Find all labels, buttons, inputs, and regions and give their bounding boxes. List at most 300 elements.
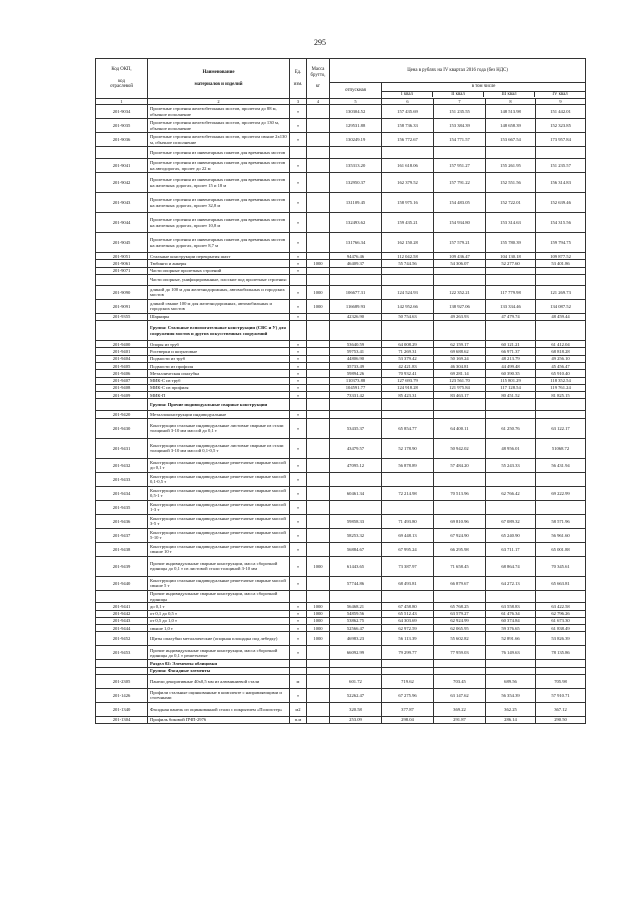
row-price-total: 104591.77: [330, 384, 382, 391]
row-price-total: [330, 411, 382, 418]
row-price-q3: 60 390.35: [486, 370, 536, 377]
row-price-q4: 49 256.10: [536, 355, 586, 362]
row-price-total: 116689.93: [330, 299, 382, 313]
row-price-total: 54859.56: [330, 610, 382, 617]
row-price-q1: 298.04: [382, 716, 434, 723]
row-price-q4: [536, 500, 586, 514]
row-price-total: 44806.90: [330, 355, 382, 362]
row-price-q3: [486, 274, 536, 285]
row-name: Профиль боковой ПЧП-2976: [148, 716, 290, 723]
row-price-total: 132493.62: [330, 213, 382, 233]
row-name: Конструкции стальные индивидуальные решетчатые сварные массой 5-10 т: [148, 528, 290, 542]
row-unit: т: [290, 500, 307, 514]
row-unit: т: [290, 173, 307, 193]
table-row: [96, 348, 586, 355]
row-unit: м: [290, 674, 307, 688]
row-price-q1: [382, 147, 434, 159]
row-mass: [307, 590, 330, 603]
row-price-q1: 162 150.28: [382, 233, 434, 253]
table-row: [96, 260, 586, 267]
row-price-q4: 159 794.75: [536, 233, 586, 253]
row-price-q4: [536, 472, 586, 486]
row-price-q3: 152 722.01: [486, 193, 536, 213]
row-price-q2: 69 688.62: [434, 348, 486, 355]
row-unit: т: [290, 341, 307, 348]
page-number: 295: [314, 38, 326, 47]
row-unit: п.м: [290, 716, 307, 723]
row-price-total: 131766.34: [330, 233, 382, 253]
table-row: [96, 274, 586, 285]
col-q2: II квал: [433, 92, 484, 98]
row-price-total: 56468.21: [330, 603, 382, 610]
row-mass: [307, 514, 330, 528]
row-price-q3: [486, 321, 536, 341]
row-code: 201-9453: [96, 646, 148, 660]
row-price-q4: 53 401.86: [536, 260, 586, 267]
row-code: [96, 667, 148, 674]
row-price-q1: 69 448.13: [382, 528, 434, 542]
row-name: Тюбинги и анкеры: [148, 260, 290, 267]
table-row: [96, 313, 586, 320]
header-row: [96, 59, 586, 83]
row-name: Части опорные, унифицированные, плоские под пролетные строения:: [148, 274, 290, 285]
row-name: Конструкции стальные индивидуальные решетчатые сварные массой 3-5 т: [148, 514, 290, 528]
row-price-q2: 55 602.82: [434, 632, 486, 646]
row-code: [96, 660, 148, 667]
row-price-q3: 286.14: [486, 716, 536, 723]
row-mass: 1000: [307, 285, 330, 299]
row-mass: [307, 193, 330, 213]
row-code: 201-9431: [96, 438, 148, 458]
row-price-q1: 124 918.28: [382, 384, 434, 391]
row-price-q4: 57 910.71: [536, 688, 586, 702]
row-code: [96, 590, 148, 603]
table-row: [96, 702, 586, 716]
row-price-total: [330, 667, 382, 674]
row-unit: т: [290, 260, 307, 267]
row-price-total: 73331.42: [330, 392, 382, 399]
row-price-q3: [486, 500, 536, 514]
table-row: [96, 500, 586, 514]
row-code: 201-9436: [96, 514, 148, 528]
row-price-total: [330, 321, 382, 341]
row-price-q4: 121 269.73: [536, 285, 586, 299]
row-unit: т: [290, 355, 307, 362]
table-row: [96, 486, 586, 500]
row-price-q3: [486, 667, 536, 674]
row-price-q3: 117 779.98: [486, 285, 536, 299]
row-price-q2: 64 400.11: [434, 418, 486, 438]
row-price-q1: 71 269.31: [382, 348, 434, 355]
table-row: [96, 355, 586, 362]
name-header: Наименование материалов и изделий: [148, 59, 290, 99]
row-price-q4: 62 796.26: [536, 610, 586, 617]
row-unit: [290, 590, 307, 603]
row-name: Опоры из труб: [148, 341, 290, 348]
row-price-q2: 66 879.67: [434, 576, 486, 590]
row-name: Подмости из профиля: [148, 363, 290, 370]
table-row: [96, 173, 586, 193]
row-name: Раздел 02: Элементы облицовки: [148, 660, 290, 667]
row-price-q3: 153 667.54: [486, 133, 536, 147]
row-price-q1: 64 303.69: [382, 617, 434, 624]
row-price-q2: 63 147.62: [434, 688, 486, 702]
row-price-q3: 67 089.32: [486, 514, 536, 528]
row-price-q2: 46 304.81: [434, 363, 486, 370]
row-mass: [307, 667, 330, 674]
row-mass: [307, 274, 330, 285]
row-price-q2: 151 235.55: [434, 105, 486, 119]
row-price-total: 56884.67: [330, 542, 382, 556]
row-mass: [307, 159, 330, 173]
row-price-q3: 63 558.83: [486, 603, 536, 610]
table-row: [96, 632, 586, 646]
row-mass: [307, 528, 330, 542]
row-code: 201-2305: [96, 674, 148, 688]
row-code: 201-9042: [96, 173, 148, 193]
row-name: МИК-С из профиля: [148, 384, 290, 391]
row-name: Группа: Фасадные элементы: [148, 667, 290, 674]
row-name: от 0,1 до 0,5 т: [148, 610, 290, 617]
row-unit: т: [290, 617, 307, 624]
row-mass: [307, 133, 330, 147]
row-price-q1: [382, 274, 434, 285]
row-unit: т: [290, 472, 307, 486]
table-row: [96, 528, 586, 542]
row-unit: т: [290, 603, 307, 610]
row-name: Конструкции стальные индивидуальные решетчатые сварные массой свыше 5 т: [148, 576, 290, 590]
row-name: Пролетные строения железобетонных мостов, пролетом свыше 2х130 м, обычное исполнение: [148, 133, 290, 147]
row-price-q4: 61 412.04: [536, 341, 586, 348]
row-price-q3: 48 956.01: [486, 438, 536, 458]
row-name: Пролетные строения из инвентарных пакетов для временных мостов на железных дорогах, пролет 32,8 м: [148, 193, 290, 213]
row-price-total: [330, 660, 382, 667]
row-price-total: 131109.45: [330, 193, 382, 213]
row-price-total: 601.72: [330, 674, 382, 688]
row-price-q4: 152 323.85: [536, 119, 586, 133]
row-price-q4: [536, 660, 586, 667]
row-price-q2: 154 771.57: [434, 133, 486, 147]
row-unit: т: [290, 119, 307, 133]
row-code: 201-9439: [96, 556, 148, 576]
price-table: [95, 58, 586, 724]
row-price-total: 52262.47: [330, 688, 382, 702]
mass-header: Масса брутто, кг: [307, 59, 330, 99]
row-price-q2: 154 934.80: [434, 213, 486, 233]
row-unit: т: [290, 253, 307, 260]
row-code: 201-9432: [96, 458, 148, 472]
row-name: Пролетные строения из инвентарных пакетов для временных мостов: [148, 147, 290, 159]
row-price-q3: 80 451.52: [486, 392, 536, 399]
row-mass: [307, 702, 330, 716]
row-price-q1: 67 995.24: [382, 542, 434, 556]
row-price-total: 60461.34: [330, 486, 382, 500]
row-price-total: 94476.46: [330, 253, 382, 260]
row-unit: т: [290, 384, 307, 391]
row-price-q4: 109 877.52: [536, 253, 586, 260]
table-row: [96, 590, 586, 603]
table-row: [96, 542, 586, 556]
row-price-q1: 127 693.79: [382, 377, 434, 384]
row-price-q1: 42 421.83: [382, 363, 434, 370]
row-price-total: 58253.32: [330, 528, 382, 542]
row-price-q1: 142 952.66: [382, 299, 434, 313]
row-name: Пролетные строения из инвентарных пакетов для временных мостов на железных дорогах, пролет 15 и 18 м: [148, 173, 290, 193]
table-row: [96, 514, 586, 528]
row-mass: [307, 119, 330, 133]
table-row: [96, 363, 586, 370]
row-unit: т: [290, 370, 307, 377]
row-unit: т: [290, 528, 307, 542]
row-price-q4: 154 315.56: [536, 213, 586, 233]
row-mass: [307, 472, 330, 486]
row-price-total: 135313.20: [330, 159, 382, 173]
row-price-q3: 60 374.84: [486, 617, 536, 624]
table-row: [96, 667, 586, 674]
row-price-q2: 157 579.21: [434, 233, 486, 253]
row-name: Металлоконструкции индивидуальные: [148, 411, 290, 418]
table-body: [96, 105, 586, 724]
row-price-q3: 61 476.34: [486, 610, 536, 617]
row-code: 201-9036: [96, 133, 148, 147]
row-price-q1: 159 435.21: [382, 213, 434, 233]
row-price-q4: 65 910.40: [536, 370, 586, 377]
row-name: Панели декоративные 40х0,5 мм из алюминиевой стали: [148, 674, 290, 688]
row-price-q2: 62 065.95: [434, 625, 486, 632]
row-unit: т: [290, 233, 307, 253]
row-name: до 0,1 т: [148, 603, 290, 610]
table-row: [96, 299, 586, 313]
table-row: [96, 438, 586, 458]
row-price-q1: 65 854.77: [382, 418, 434, 438]
row-name: Конструкции стальные индивидуальные листовые сварные из стали толщиной 3-10 мм массой 0,1-0,5 т: [148, 438, 290, 458]
row-mass: 1000: [307, 632, 330, 646]
row-price-q1: 50 754.63: [382, 313, 434, 320]
row-price-q2: 77 959.03: [434, 646, 486, 660]
row-mass: [307, 576, 330, 590]
row-price-q4: 68 818.28: [536, 348, 586, 355]
row-price-total: 129531.88: [330, 119, 382, 133]
row-code: 201-9443: [96, 617, 148, 624]
row-mass: [307, 321, 330, 341]
row-code: 201-9034: [96, 105, 148, 119]
row-unit: т: [290, 159, 307, 173]
row-price-q4: 69 222.99: [536, 486, 586, 500]
row-price-q1: 52 178.90: [382, 438, 434, 458]
table-row: [96, 147, 586, 159]
row-name: Прочие индивидуальные сварные конструкции, масса сборочной единицы: [148, 590, 290, 603]
row-unit: т: [290, 438, 307, 458]
row-price-q1: 56 878.89: [382, 458, 434, 472]
col-total: отпускная: [330, 83, 382, 99]
row-price-q1: [382, 660, 434, 667]
row-code: 201-9438: [96, 542, 148, 556]
row-price-q1: 112 042.58: [382, 253, 434, 260]
row-price-q2: 291.87: [434, 716, 486, 723]
row-unit: т: [290, 363, 307, 370]
row-name: длиной до 100 м для железнодорожных, автомобильных и городских мостов: [148, 285, 290, 299]
row-price-q2: 122 352.21: [434, 285, 486, 299]
row-name: Конструкции стальные индивидуальные листовые сварные из стали толщиной 3-10 мм массой до 0,1 т: [148, 418, 290, 438]
row-name: Конструкции стальные индивидуальные решетчатые сварные массой свыше 10 т: [148, 542, 290, 556]
row-unit: т: [290, 688, 307, 702]
row-name: длиной свыше 100 м для железнодорожных, автомобильных и городских мостов: [148, 299, 290, 313]
row-price-q2: 121 975.84: [434, 384, 486, 391]
row-price-q3: 148 513.98: [486, 105, 536, 119]
row-price-total: 253.09: [330, 716, 382, 723]
row-name: Стальные конструкции перекрытия шахт: [148, 253, 290, 260]
row-unit: т: [290, 193, 307, 213]
row-price-q3: 155 261.95: [486, 159, 536, 173]
row-price-q4: 152 639.46: [536, 193, 586, 213]
row-name: Прочие индивидуальные сварные конструкции, масса сборочной единицы до 0,1 т из листовой стали толщиной 3-10 мм: [148, 556, 290, 576]
row-price-q3: 153 314.63: [486, 213, 536, 233]
row-mass: [307, 348, 330, 355]
row-code: 201-9355: [96, 313, 148, 320]
row-price-total: 53435.37: [330, 418, 382, 438]
row-price-q1: [382, 500, 434, 514]
row-price-total: 59894.26: [330, 370, 382, 377]
row-mass: [307, 542, 330, 556]
table-row: [96, 625, 586, 632]
table-row: [96, 285, 586, 299]
row-unit: т: [290, 486, 307, 500]
row-unit: т: [290, 556, 307, 576]
row-price-q4: 61 838.49: [536, 625, 586, 632]
row-price-q3: [486, 147, 536, 159]
row-price-q3: 76 149.63: [486, 646, 536, 660]
row-mass: [307, 253, 330, 260]
row-code: 201-9444: [96, 625, 148, 632]
row-mass: 1000: [307, 556, 330, 576]
row-mass: 1000: [307, 260, 330, 267]
row-code: 201-9404: [96, 355, 148, 362]
row-price-q4: [536, 321, 586, 341]
table-row: [96, 384, 586, 391]
col-index: 9: [536, 99, 586, 105]
row-mass: [307, 370, 330, 377]
col-index: 2: [148, 99, 290, 105]
row-price-q4: 70 345.61: [536, 556, 586, 576]
row-price-q3: 56 354.39: [486, 688, 536, 702]
row-price-q4: 58 571.96: [536, 514, 586, 528]
row-price-q2: 703.45: [434, 674, 486, 688]
row-code: 201-9051: [96, 253, 148, 260]
row-price-q3: 117 128.54: [486, 384, 536, 391]
row-price-q1: [382, 411, 434, 418]
row-price-total: 66092.99: [330, 646, 382, 660]
row-name: Фасадная панель из оцинкованной стали с покрытием «Полиэстер»: [148, 702, 290, 716]
row-price-q4: 48 459.44: [536, 313, 586, 320]
row-price-q3: 44 499.48: [486, 363, 536, 370]
row-price-q4: 51068.72: [536, 438, 586, 458]
row-price-q3: 52 891.66: [486, 632, 536, 646]
row-unit: [290, 321, 307, 341]
row-price-q1: 56 113.39: [382, 632, 434, 646]
row-code: 201-9045: [96, 233, 148, 253]
row-price-q3: 68 864.74: [486, 556, 536, 576]
row-name: свыше 1,0 т: [148, 625, 290, 632]
row-price-q3: 148 658.39: [486, 119, 536, 133]
row-price-q1: [382, 667, 434, 674]
row-price-q1: [382, 321, 434, 341]
row-price-total: [330, 147, 382, 159]
row-price-q4: 53 826.39: [536, 632, 586, 646]
row-price-q2: 138 927.06: [434, 299, 486, 313]
row-price-q3: 66 971.37: [486, 348, 536, 355]
table-row: [96, 321, 586, 341]
table-row: [96, 133, 586, 147]
row-price-q4: 118 352.54: [536, 377, 586, 384]
row-price-q3: 115 801.29: [486, 377, 536, 384]
row-code: 201-9043: [96, 193, 148, 213]
row-mass: 1000: [307, 617, 330, 624]
row-price-total: 106677.31: [330, 285, 382, 299]
table-row: [96, 418, 586, 438]
row-price-q4: [536, 399, 586, 411]
row-name: Пролетные строения из инвентарных пакетов для временных мостов на автодорогах, пролет до 22 м: [148, 159, 290, 173]
row-unit: т: [290, 418, 307, 438]
row-price-q1: [382, 399, 434, 411]
row-mass: [307, 363, 330, 370]
row-price-q1: [382, 590, 434, 603]
row-price-q2: 49 263.93: [434, 313, 486, 320]
row-code: 201-9091: [96, 299, 148, 313]
row-name: Группа: Прочие индивидуальные сварные конструкции: [148, 399, 290, 411]
row-mass: [307, 500, 330, 514]
row-code: 201-9035: [96, 119, 148, 133]
row-price-q4: 151 442.01: [536, 105, 586, 119]
row-price-q2: 123 561.70: [434, 377, 486, 384]
row-unit: т: [290, 313, 307, 320]
row-price-q4: 173 957.84: [536, 133, 586, 147]
row-price-total: 42326.90: [330, 313, 382, 320]
row-price-total: [330, 399, 382, 411]
row-code: 201-9452: [96, 632, 148, 646]
row-unit: т: [290, 646, 307, 660]
row-price-total: [330, 500, 382, 514]
row-price-total: 320.58: [330, 702, 382, 716]
row-name: Металлическая опалубка: [148, 370, 290, 377]
row-mass: 1000: [307, 603, 330, 610]
row-price-q2: [434, 667, 486, 674]
row-price-total: 47095.12: [330, 458, 382, 472]
row-price-q3: 48 213.79: [486, 355, 536, 362]
row-mass: [307, 486, 330, 500]
row-code: 201-9406: [96, 370, 148, 377]
row-code: 201-9437: [96, 528, 148, 542]
row-price-total: 59753.41: [330, 348, 382, 355]
row-price-total: 59858.33: [330, 514, 382, 528]
row-unit: [290, 667, 307, 674]
row-code: 201-9044: [96, 213, 148, 233]
row-mass: [307, 674, 330, 688]
row-price-q2: [434, 321, 486, 341]
row-price-q4: [536, 667, 586, 674]
row-price-total: 130249.19: [330, 133, 382, 147]
row-price-q1: 55 744.56: [382, 260, 434, 267]
row-price-q4: 63 422.58: [536, 603, 586, 610]
row-code: 201-9407: [96, 377, 148, 384]
row-price-q4: 45 456.47: [536, 363, 586, 370]
row-price-q2: [434, 590, 486, 603]
row-unit: т: [290, 213, 307, 233]
row-price-q4: 290.50: [536, 716, 586, 723]
row-price-q1: 158 975.16: [382, 193, 434, 213]
row-code: 201-9405: [96, 363, 148, 370]
row-unit: т: [290, 632, 307, 646]
row-price-total: 132950.37: [330, 173, 382, 193]
